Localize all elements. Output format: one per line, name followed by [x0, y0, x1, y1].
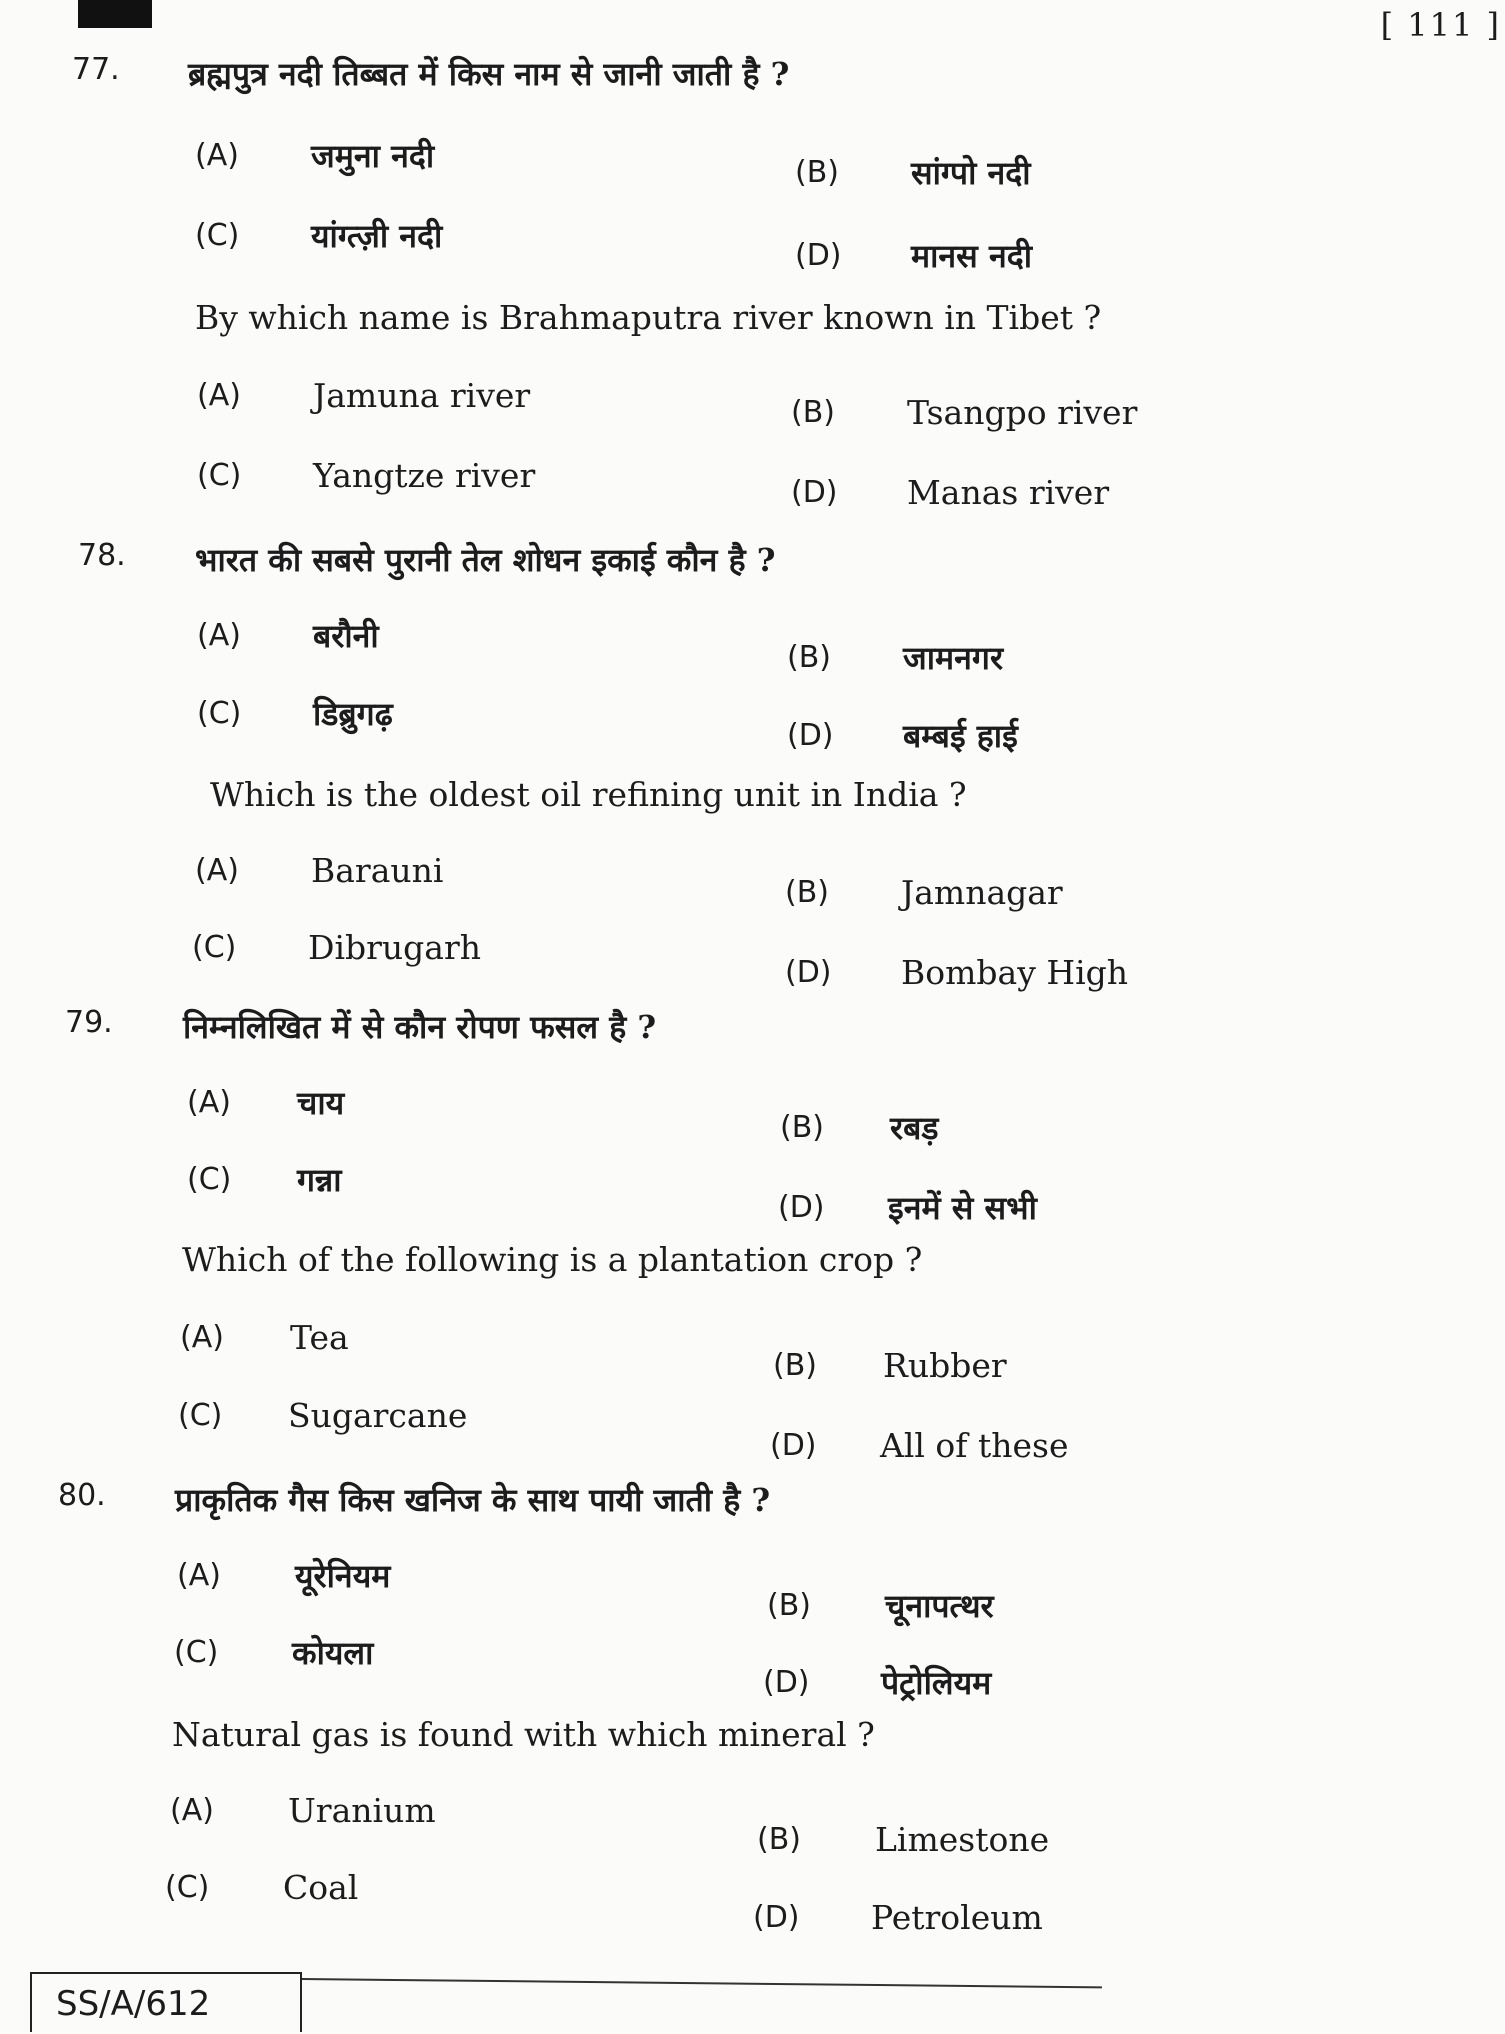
option-text-english: Jamnagar [901, 873, 1063, 912]
option-label: (D) [770, 1428, 817, 1463]
option-text-english: Dibrugarh [308, 928, 481, 967]
option-label: (D) [763, 1665, 810, 1700]
option-text-english: Rubber [883, 1346, 1007, 1385]
option-label: (A) [197, 618, 241, 653]
option-label: (C) [197, 696, 242, 731]
option-text-hindi: चाय [297, 1084, 345, 1122]
option-text-hindi: रबड़ [890, 1109, 939, 1147]
option-label: (B) [757, 1822, 801, 1857]
option-text-english: Barauni [311, 851, 444, 890]
option-text-english: Bombay High [901, 953, 1129, 992]
question-number: 78. [78, 538, 126, 573]
footer-rule [302, 1978, 1102, 1988]
question-number: 79. [65, 1005, 113, 1040]
option-label: (D) [787, 718, 834, 753]
paper-code: SS/A/612 [30, 1972, 302, 2032]
option-label: (B) [795, 155, 839, 190]
option-label: (C) [174, 1635, 219, 1670]
option-text-hindi: बरौनी [313, 617, 379, 655]
option-text-english: Sugarcane [288, 1396, 468, 1435]
option-label: (B) [773, 1348, 817, 1383]
option-text-english: Tsangpo river [907, 393, 1138, 432]
option-text-hindi: इनमें से सभी [888, 1189, 1037, 1227]
option-label: (C) [197, 458, 242, 493]
question-text-english: Which is the oldest oil refining unit in India ? [210, 775, 967, 814]
option-text-hindi: बम्बई हाई [903, 717, 1018, 755]
option-label: (A) [170, 1793, 214, 1828]
option-text-hindi: सांग्पो नदी [911, 154, 1031, 192]
option-text-english: Yangtze river [313, 456, 536, 495]
option-text-english: Limestone [875, 1820, 1050, 1859]
option-label: (D) [785, 955, 832, 990]
option-label: (D) [753, 1900, 800, 1935]
option-label: (B) [791, 395, 835, 430]
question-text-hindi: ब्रह्मपुत्र नदी तिब्बत में किस नाम से जानी जाती है ? [188, 55, 790, 93]
option-text-hindi: यांग्त्ज़ी नदी [311, 217, 443, 255]
option-label: (C) [192, 930, 237, 965]
option-text-english: All of these [880, 1426, 1069, 1465]
option-text-hindi: डिब्रुगढ़ [313, 695, 393, 733]
option-label: (B) [767, 1588, 811, 1623]
option-text-english: Jamuna river [313, 376, 531, 415]
question-text-english: By which name is Brahmaputra river known in Tibet ? [195, 298, 1102, 337]
option-text-hindi: जमुना नदी [311, 137, 435, 175]
option-label: (B) [780, 1110, 824, 1145]
option-text-english: Uranium [288, 1791, 436, 1830]
option-label: (A) [180, 1320, 224, 1355]
question-number: 77. [72, 52, 120, 87]
question-number: 80. [58, 1478, 106, 1513]
option-label: (C) [195, 218, 240, 253]
option-label: (D) [795, 238, 842, 273]
option-text-english: Manas river [907, 473, 1110, 512]
question-text-english: Natural gas is found with which mineral ? [172, 1715, 875, 1754]
option-text-hindi: यूरेनियम [295, 1557, 391, 1595]
question-text-hindi: निम्नलिखित में से कौन रोपण फसल है ? [183, 1008, 657, 1046]
question-text-hindi: भारत की सबसे पुरानी तेल शोधन इकाई कौन है ? [195, 541, 776, 579]
option-label: (A) [187, 1085, 231, 1120]
option-label: (C) [178, 1398, 223, 1433]
option-text-hindi: मानस नदी [911, 237, 1032, 275]
page-number: [ 111 ] [1380, 6, 1501, 44]
option-text-english: Petroleum [871, 1898, 1043, 1937]
option-text-english: Coal [283, 1868, 359, 1907]
option-label: (B) [787, 640, 831, 675]
option-text-hindi: कोयला [292, 1634, 374, 1672]
option-text-hindi: जामनगर [903, 639, 1004, 677]
option-label: (C) [165, 1870, 210, 1905]
option-text-english: Tea [290, 1318, 349, 1357]
option-label: (B) [785, 875, 829, 910]
option-text-hindi: गन्ना [297, 1161, 342, 1199]
question-text-hindi: प्राकृतिक गैस किस खनिज के साथ पायी जाती है ? [175, 1481, 771, 1519]
question-text-english: Which of the following is a plantation crop ? [182, 1240, 923, 1279]
section-marker [78, 0, 152, 28]
option-label: (D) [791, 475, 838, 510]
option-label: (C) [187, 1162, 232, 1197]
option-text-hindi: पेट्रोलियम [881, 1664, 992, 1702]
option-label: (A) [195, 853, 239, 888]
option-label: (D) [778, 1190, 825, 1225]
option-text-hindi: चूनापत्थर [885, 1587, 994, 1625]
option-label: (A) [195, 138, 239, 173]
option-label: (A) [197, 378, 241, 413]
option-label: (A) [177, 1558, 221, 1593]
